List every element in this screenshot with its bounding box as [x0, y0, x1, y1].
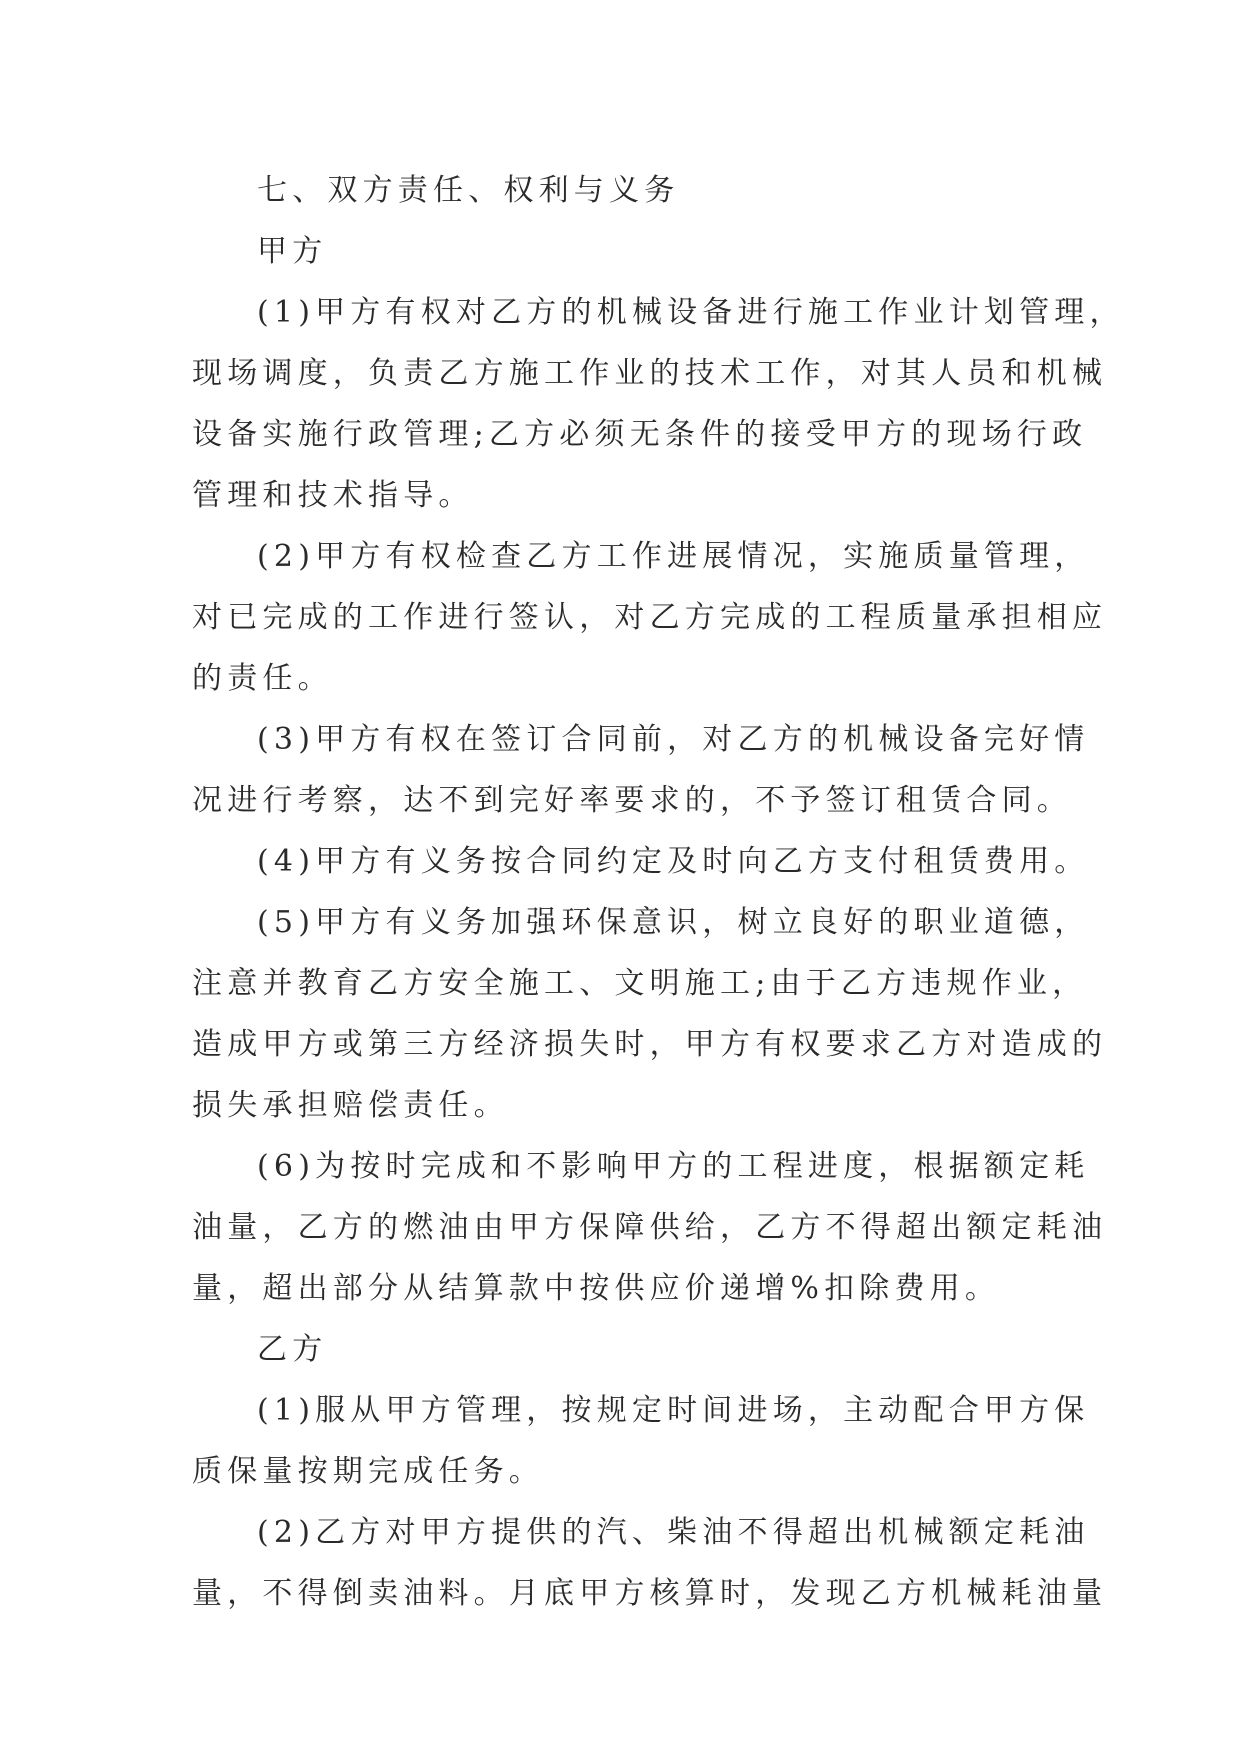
party-a-item-4: (4)甲方有义务按合同约定及时向乙方支付租赁费用。 [257, 844, 1090, 879]
party-b-item-1: (1)服从甲方管理，按规定时间进场，主动配合甲方保 质保量按期完成任务。 [192, 1393, 1090, 1489]
party-b-item-2: (2)乙方对甲方提供的汽、柴油不得超出机械额定耗油 量，不得倒卖油料。月底甲方核算时，发现乙方机械耗油量 [192, 1515, 1108, 1611]
section-heading: 七、双方责任、权利与义务 [257, 173, 680, 208]
party-a-item-6: (6)为按时完成和不影响甲方的工程进度，根据额定耗 油量，乙方的燃油由甲方保障供给，乙方不得超出额定耗油 量，超出部分从结算款中按供应价递增%扣除费用。 [192, 1149, 1108, 1306]
party-a-label: 甲方 [257, 234, 328, 269]
party-a-item-5: (5)甲方有义务加强环保意识，树立良好的职业道德， 注意并教育乙方安全施工、文明施工;由于乙方违规作业， 造成甲方或第三方经济损失时，甲方有权要求乙方对造成的 损失承担赔偿责任。 [192, 905, 1108, 1123]
party-a-item-3: (3)甲方有权在签订合同前，对乙方的机械设备完好情 况进行考察，达不到完好率要求的，不予签订租赁合同。 [192, 722, 1090, 818]
document-body [192, 160, 1125, 1624]
party-a-item-1: (1)甲方有权对乙方的机械设备进行施工作业计划管理， 现场调度，负责乙方施工作业的技术工作，对其人员和机械 设备实施行政管理;乙方必须无条件的接受甲方的现场行政 管理和技术指导。 [192, 295, 1125, 513]
party-b-label: 乙方 [257, 1332, 328, 1367]
party-a-item-2: (2)甲方有权检查乙方工作进展情况，实施质量管理， 对已完成的工作进行签认，对乙方完成的工程质量承担相应 的责任。 [192, 539, 1108, 696]
